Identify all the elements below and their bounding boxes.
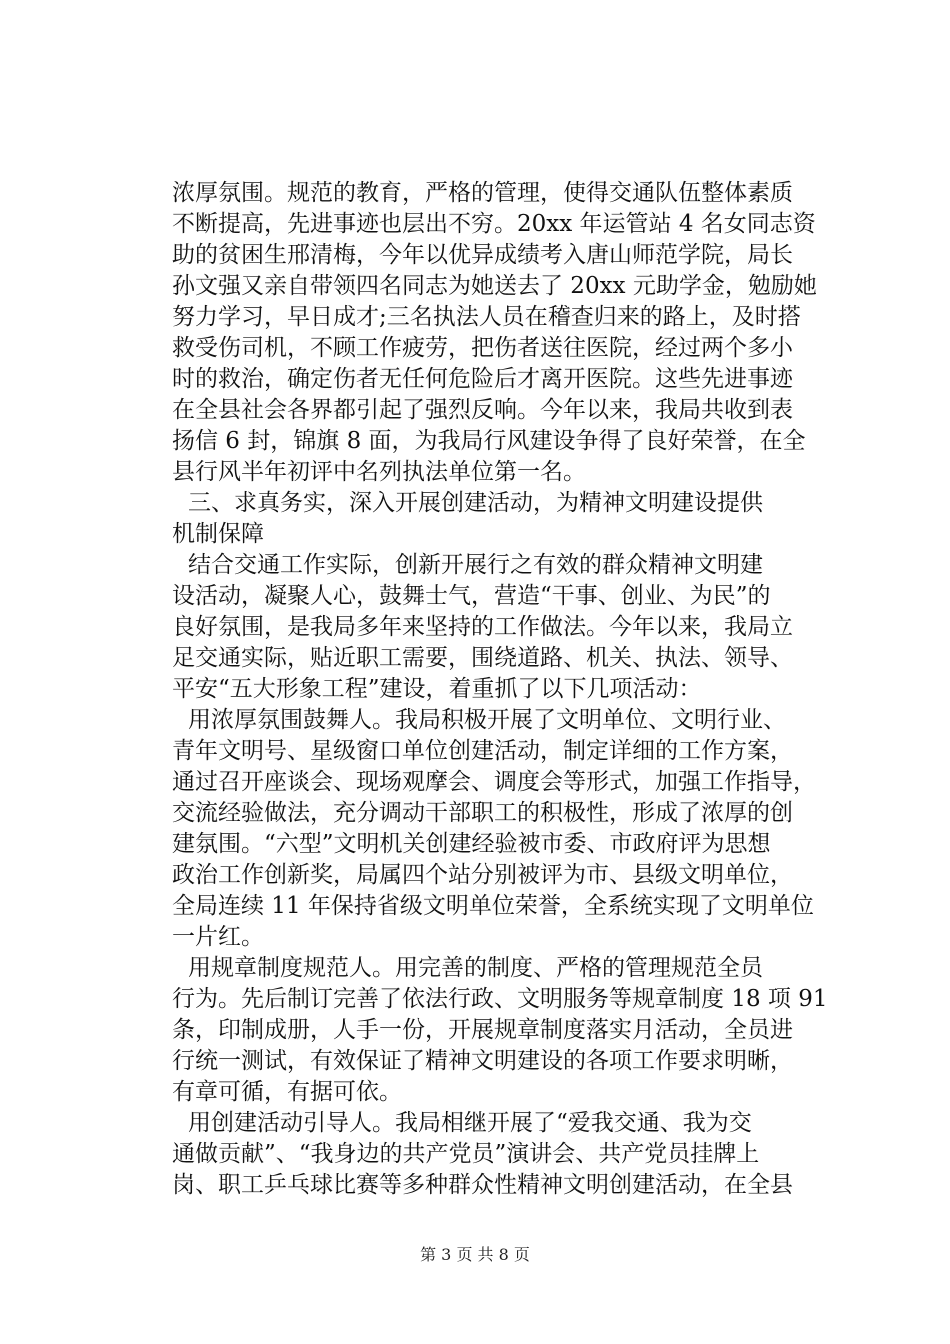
text-line: 平安“五大形象工程”建设，着重抓了以下几项活动：: [172, 676, 702, 702]
section-heading: 三、求真务实，深入开展创建活动，为精神文明建设提供: [188, 490, 763, 516]
text-line: 县行风半年初评中名列执法单位第一名。: [172, 459, 586, 485]
text-line: 交流经验做法，充分调动干部职工的积极性，形成了浓厚的创: [172, 800, 793, 826]
text-line: 足交通实际，贴近职工需要，围绕道路、机关、执法、领导、: [172, 645, 793, 671]
text-line: 助的贫困生邢清梅，今年以优异成绩考入唐山师范学院，局长: [172, 242, 793, 268]
text-line: 努力学习，早日成才;三名执法人员在稽查归来的路上，及时搭: [172, 304, 801, 330]
paragraph-start: 结合交通工作实际，创新开展行之有效的群众精神文明建: [188, 552, 763, 578]
text-line: 孙文强又亲自带领四名同志为她送去了 20xx 元助学金，勉励她: [172, 273, 817, 299]
paragraph-start: 用创建活动引导人。我局相继开展了“爱我交通、我为交: [188, 1110, 752, 1136]
text-line: 良好氛围，是我局多年来坚持的工作做法。今年以来，我局立: [172, 614, 793, 640]
text-line: 行统一测试，有效保证了精神文明建设的各项工作要求明晰，: [172, 1048, 793, 1074]
text-line: 建氛围。“六型”文明机关创建经验被市委、市政府评为思想: [172, 831, 771, 857]
text-line: 有章可循，有据可依。: [172, 1079, 402, 1105]
paragraph-start: 用浓厚氛围鼓舞人。我局积极开展了文明单位、文明行业、: [188, 707, 786, 733]
text-line: 政治工作创新奖，局属四个站分别被评为市、县级文明单位，: [172, 862, 793, 888]
text-line: 扬信 6 封，锦旗 8 面，为我局行风建设争得了良好荣誉，在全: [172, 428, 806, 454]
text-line: 一片红。: [172, 924, 264, 950]
text-line: 在全县社会各界都引起了强烈反响。今年以来，我局共收到表: [172, 397, 793, 423]
text-line: 救受伤司机，不顾工作疲劳，把伤者送往医院，经过两个多小: [172, 335, 793, 361]
page-number-footer: 第 3 页 共 8 页: [420, 1245, 530, 1264]
text-line: 时的救治，确定伤者无任何危险后才离开医院。这些先进事迹: [172, 366, 793, 392]
text-line: 浓厚氛围。规范的教育，严格的管理，使得交通队伍整体素质: [172, 180, 793, 206]
text-line: 条，印制成册，人手一份，开展规章制度落实月活动，全员进: [172, 1017, 793, 1043]
text-line: 不断提高，先进事迹也层出不穷。20xx 年运管站 4 名女同志资: [172, 211, 816, 237]
text-line: 行为。先后制订完善了依法行政、文明服务等规章制度 18 项 91: [172, 986, 828, 1012]
section-heading-continued: 机制保障: [172, 521, 264, 547]
text-line: 全局连续 11 年保持省级文明单位荣誉，全系统实现了文明单位: [172, 893, 814, 919]
text-line: 青年文明号、星级窗口单位创建活动，制定详细的工作方案，: [172, 738, 793, 764]
text-line: 岗、职工乒乓球比赛等多种群众性精神文明创建活动，在全县: [172, 1172, 793, 1198]
text-line: 通做贡献”、“我身边的共产党员”演讲会、共产党员挂牌上: [172, 1141, 760, 1167]
text-line: 通过召开座谈会、现场观摩会、调度会等形式，加强工作指导，: [172, 769, 816, 795]
paragraph-start: 用规章制度规范人。用完善的制度、严格的管理规范全员: [188, 955, 763, 981]
text-line: 设活动，凝聚人心，鼓舞士气，营造“干事、创业、为民”的: [172, 583, 771, 609]
